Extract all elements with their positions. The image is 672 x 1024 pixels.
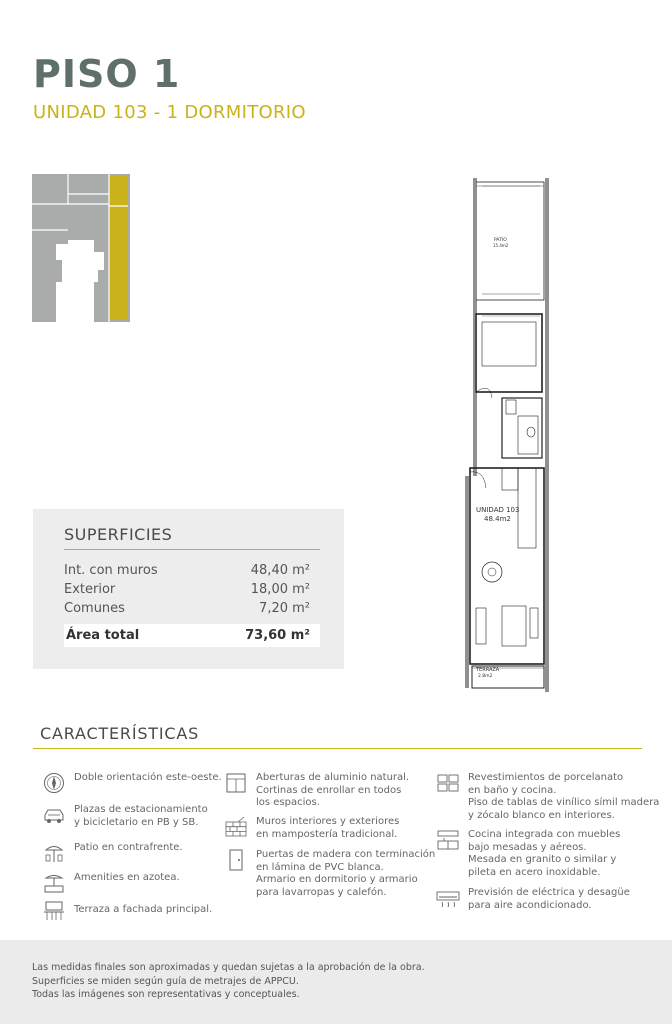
surface-total-label: Área total — [66, 628, 140, 643]
surfaces-divider — [64, 549, 320, 550]
feature-line: Patio en contrafrente. — [74, 842, 183, 853]
disclaimer — [32, 961, 425, 1002]
feature-line: Amenities en azotea. — [74, 872, 180, 883]
feature-item — [224, 849, 435, 899]
surface-value: 7,20 m² — [259, 601, 310, 616]
feature-item — [42, 772, 222, 794]
rooftop-icon — [42, 872, 66, 894]
patio-label: PATIO — [494, 238, 507, 243]
feature-item — [436, 772, 659, 822]
surface-row — [64, 580, 310, 599]
feature-line: Muros interiores y exteriores — [256, 816, 400, 827]
feature-line: Armario en dormitorio y armario — [256, 874, 418, 885]
terrace-area: 2.8m2 — [478, 674, 493, 679]
feature-line: bajo mesadas y aéreos. — [468, 841, 587, 853]
compass-icon — [42, 772, 66, 794]
surface-total-value: 73,60 m² — [245, 628, 310, 643]
surface-row — [64, 561, 310, 580]
key-plan-unit-highlight — [109, 176, 128, 320]
feature-line: pileta en acero inoxidable. — [468, 866, 601, 878]
brick-wall-icon — [224, 816, 248, 838]
key-plan — [32, 174, 130, 322]
feature-line: los espacios. — [256, 797, 320, 808]
floor-plan — [462, 176, 552, 692]
feature-line: Revestimientos de porcelanato — [468, 772, 624, 783]
feature-line: en baño y cocina. — [468, 784, 557, 796]
surface-total-row — [64, 624, 320, 647]
characteristics-title: CARACTERÍSTICAS — [40, 724, 200, 743]
disclaimer-line: Todas las imágenes son representativas y conceptuales. — [32, 989, 300, 1000]
feature-item — [42, 804, 208, 829]
surface-row — [64, 599, 310, 618]
disclaimer-line: Las medidas finales son aproximadas y quedan sujetas a la aprobación de la obra. — [32, 962, 425, 973]
feature-line: en lámina de PVC blanca. — [256, 861, 384, 873]
feature-item — [224, 816, 399, 841]
terrace-label: TERRAZA — [476, 667, 500, 673]
window-icon — [224, 772, 248, 794]
terrace-icon — [42, 900, 66, 922]
feature-line: Cortinas de enrollar en todos — [256, 784, 402, 796]
patio-icon — [42, 842, 66, 864]
surface-label: Int. con muros — [64, 563, 158, 578]
feature-line: Aberturas de aluminio natural. — [256, 772, 410, 783]
feature-line: en mampostería tradicional. — [256, 828, 398, 840]
feature-line: Previsión de eléctrica y desagüe — [468, 887, 630, 898]
characteristics-divider — [33, 748, 642, 749]
feature-item — [436, 887, 630, 912]
feature-item — [42, 900, 212, 922]
feature-line: Doble orientación este-oeste. — [74, 772, 222, 783]
unit-area: 48.4m2 — [484, 515, 511, 523]
feature-line: Piso de tablas de vinílico símil madera — [468, 797, 660, 808]
feature-line: Mesada en granito o similar y — [468, 854, 617, 865]
feature-line: para lavarropas y calefón. — [256, 886, 387, 898]
car-bike-icon — [42, 804, 66, 826]
patio-area: 15.4m2 — [493, 243, 509, 248]
tiles-icon — [436, 772, 460, 794]
surfaces-panel — [33, 509, 344, 669]
feature-line: Plazas de estacionamiento — [74, 804, 208, 815]
footer — [0, 940, 672, 1024]
feature-item — [42, 872, 180, 894]
disclaimer-line: Superficies se miden según guía de metrajes de APPCU. — [32, 975, 299, 987]
unit-subtitle: UNIDAD 103 - 1 DORMITORIO — [33, 102, 306, 123]
door-icon — [224, 849, 248, 871]
feature-item — [436, 829, 620, 879]
surface-value: 48,40 m² — [250, 563, 310, 578]
page-title: PISO 1 — [33, 52, 181, 96]
surface-label: Comunes — [64, 601, 125, 616]
air-conditioner-icon — [436, 887, 460, 909]
surface-label: Exterior — [64, 582, 116, 597]
feature-line: Cocina integrada con muebles — [468, 829, 621, 840]
feature-item — [42, 842, 183, 864]
surfaces-title: SUPERFICIES — [64, 525, 173, 544]
feature-line: y bicicletario en PB y SB. — [74, 816, 199, 828]
feature-item — [224, 772, 409, 810]
kitchen-icon — [436, 829, 460, 851]
unit-label: UNIDAD 103 — [476, 506, 520, 514]
surfaces-list — [64, 561, 310, 618]
feature-line: Terraza a fachada principal. — [74, 904, 213, 915]
feature-line: Puertas de madera con terminación — [256, 849, 436, 860]
feature-line: y zócalo blanco en interiores. — [468, 809, 615, 821]
feature-line: para aire acondicionado. — [468, 899, 592, 911]
surface-value: 18,00 m² — [250, 582, 310, 597]
